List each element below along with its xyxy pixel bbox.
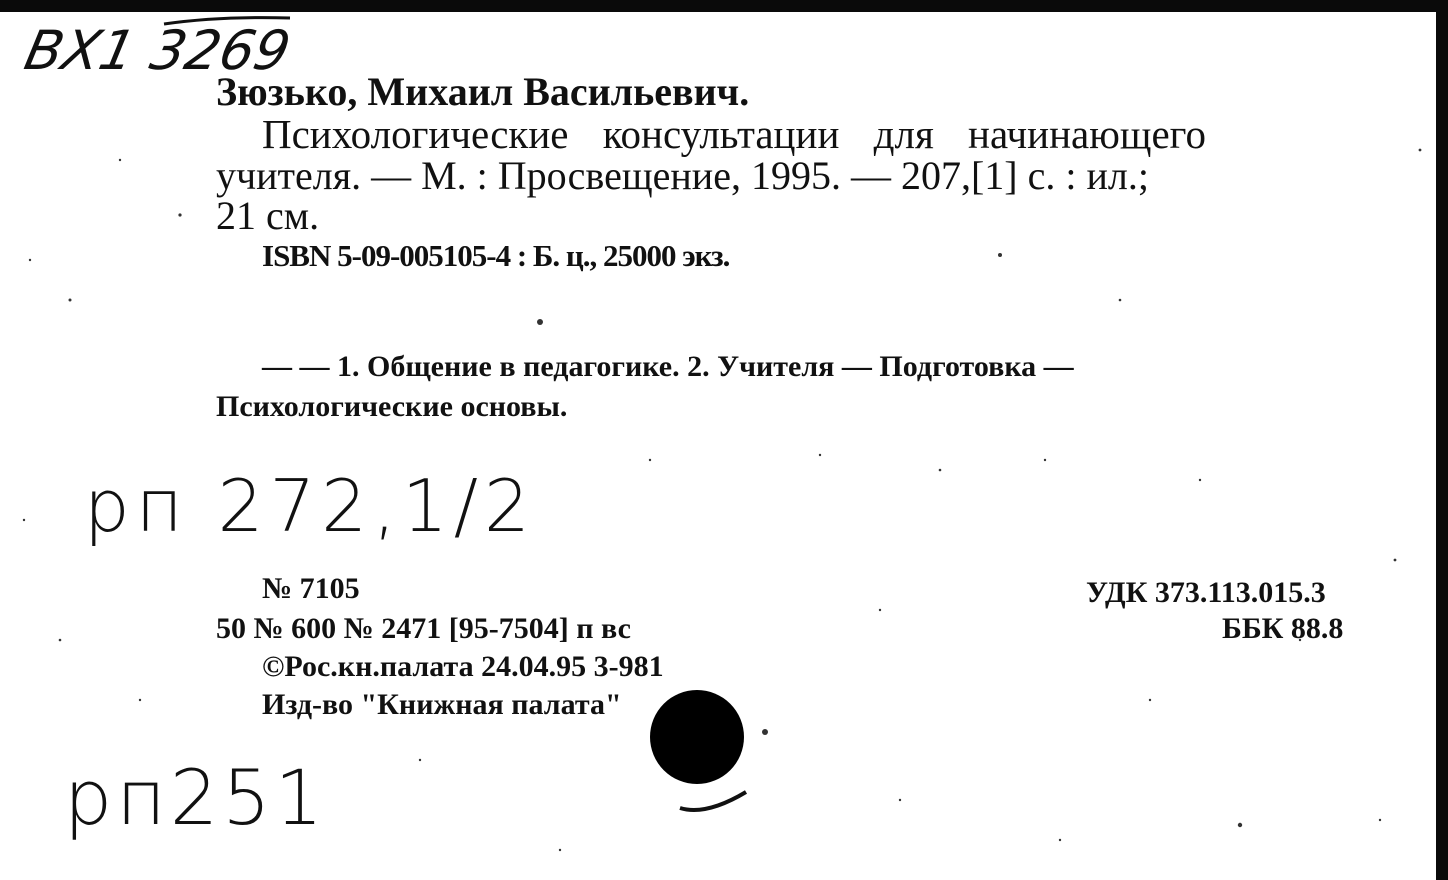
title-line-2: учителя. — М. : Просвещение, 1995. — 207,[1] с. : ил.; [216,153,1149,198]
subjects-line-2: Психологические основы. [216,390,568,423]
order-line: 50 № 600 № 2471 [95-7504] п вс [216,612,631,645]
udk-code: УДК 373.113.015.3 [1086,576,1326,609]
bbk-code: ББК 88.8 [1222,612,1344,645]
title-line-1: Психологические консультации для начинающего [262,111,1206,157]
isbn-line: ISBN 5-09-005105-4 : Б. ц., 25000 экз. [262,238,730,273]
subjects-line-1: — — 1. Общение в педагогике. 2. Учителя — Подготовка — [262,350,1074,383]
handwritten-shelf-mark-2: рп251 [64,753,327,842]
handwritten-shelf-mark: рп 272,1/2 [84,464,536,548]
punch-hole [650,690,744,784]
handwritten-overline-mark [160,12,300,32]
handwritten-tick-mark [676,782,766,822]
handwritten-inventory-code: BX1 3269 [19,19,296,82]
title-line-3: 21 см. [216,193,320,238]
publisher-line: Изд-во "Книжная палата" [262,688,622,721]
author-heading: Зюзько, Михаил Васильевич. [216,69,750,114]
record-number: № 7105 [262,572,360,605]
copyright-line: ©Рос.кн.палата 24.04.95 3-981 [262,650,664,683]
